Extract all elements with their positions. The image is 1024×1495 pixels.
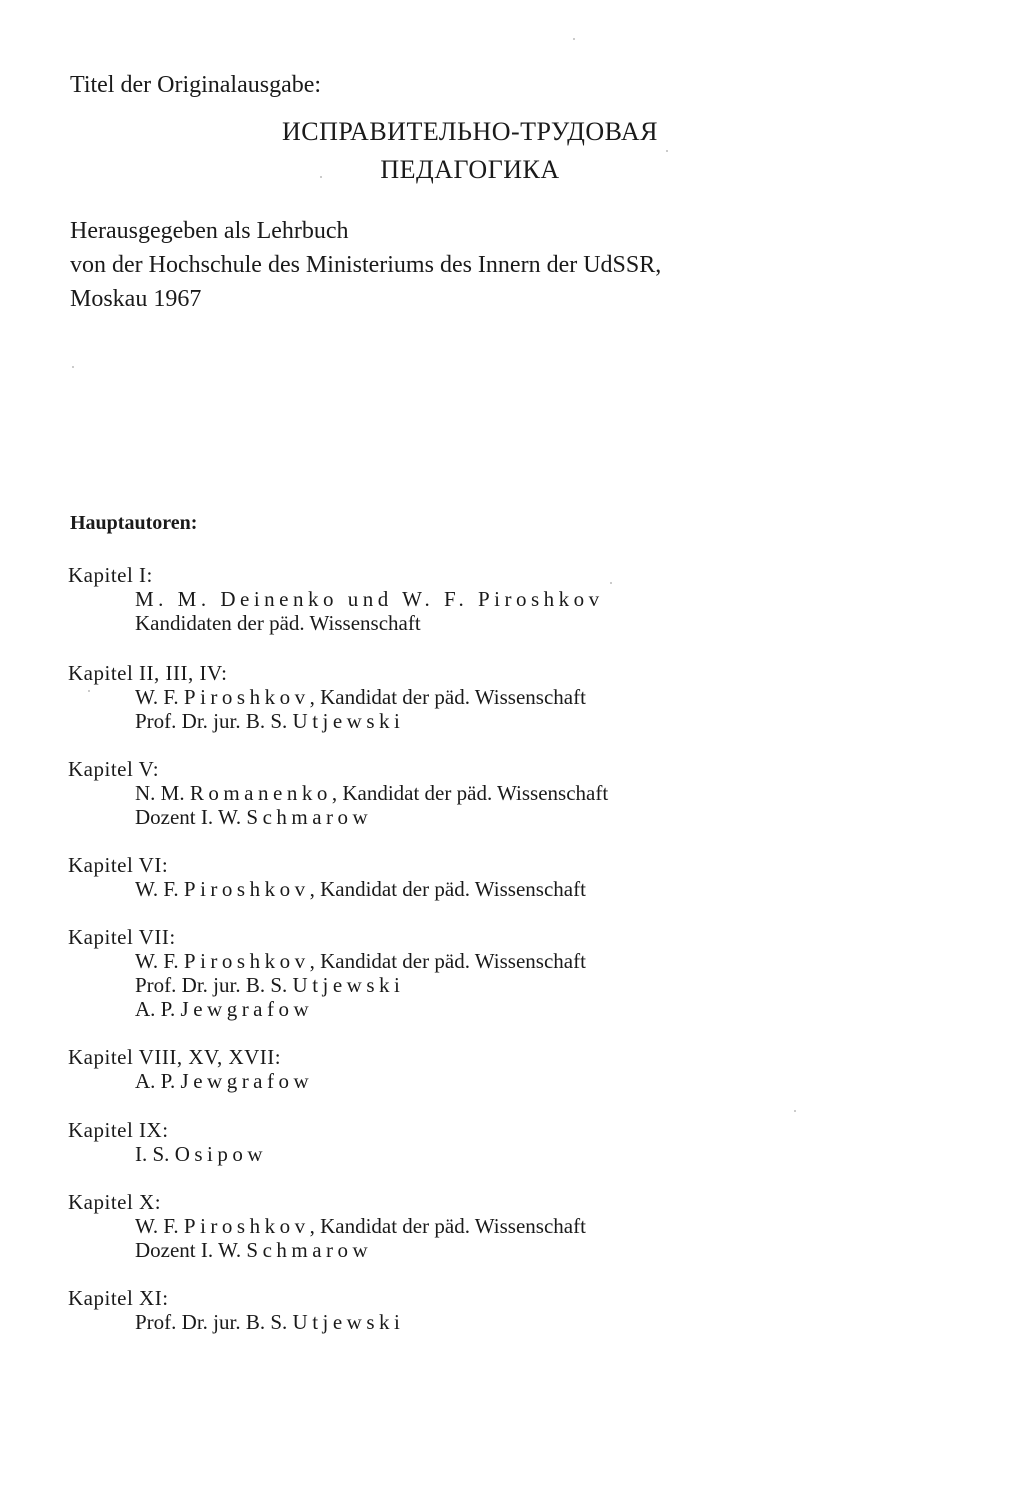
author-prefix: Dozent I. W.	[135, 1238, 247, 1262]
scan-speck	[610, 582, 612, 584]
author-title: , Kandidat der päd. Wissenschaft	[309, 685, 586, 709]
author-title: , Kandidat der päd. Wissenschaft	[309, 949, 586, 973]
author-prefix: Prof. Dr. jur. B. S.	[135, 1310, 293, 1334]
author-entry	[68, 1142, 948, 1166]
author-name: Piroshkov	[183, 1214, 310, 1238]
chapter-block	[68, 1286, 948, 1334]
authors-heading: Hauptautoren:	[70, 512, 198, 534]
author-entry	[68, 685, 948, 709]
author-prefix: N. M.	[135, 781, 190, 805]
chapter-block	[68, 853, 948, 901]
author-entry	[68, 973, 948, 997]
scan-speck	[72, 366, 74, 368]
author-name: Jewgrafow	[180, 997, 314, 1021]
author-entry	[68, 805, 948, 829]
chapter-block	[68, 1118, 948, 1166]
author-entry	[68, 1310, 948, 1334]
scan-speck	[666, 150, 668, 152]
author-name: Schmarow	[246, 1238, 373, 1262]
author-prefix: A. P.	[135, 1069, 181, 1093]
author-entry	[68, 611, 948, 635]
author-name: Jewgrafow	[180, 1069, 314, 1093]
chapter-label: Kapitel VI:	[68, 853, 169, 877]
russian-title-line-2: ПЕДАГОГИКА	[380, 155, 560, 184]
author-entry	[68, 1238, 948, 1262]
chapter-label: Kapitel I:	[68, 563, 153, 587]
chapter-label: Kapitel XI:	[68, 1286, 169, 1310]
author-entry	[68, 1214, 948, 1238]
author-prefix: Prof. Dr. jur. B. S.	[135, 973, 293, 997]
author-prefix: Dozent I. W.	[135, 805, 247, 829]
chapter-block	[68, 1045, 948, 1093]
author-name: Piroshkov	[183, 685, 310, 709]
author-entry	[68, 997, 948, 1021]
author-name: Utjewski	[292, 973, 405, 997]
author-title: Kandidaten der päd. Wissenschaft	[135, 611, 421, 635]
chapter-block	[68, 757, 948, 829]
author-name: Romanenko	[189, 781, 332, 805]
chapter-block	[68, 925, 948, 1021]
author-entry	[68, 1069, 948, 1093]
author-names: M. M. Deinenko und W. F. Piroshkov	[135, 587, 604, 611]
author-prefix: W. F.	[135, 877, 184, 901]
chapter-label: Kapitel IX:	[68, 1118, 169, 1142]
chapter-block	[68, 1190, 948, 1262]
chapter-label: Kapitel X:	[68, 1190, 162, 1214]
scan-speck	[573, 38, 575, 40]
author-name: Utjewski	[292, 1310, 405, 1334]
chapter-label: Kapitel VII:	[68, 925, 176, 949]
author-name: Schmarow	[246, 805, 373, 829]
author-name: Osipow	[174, 1142, 268, 1166]
author-prefix: W. F.	[135, 949, 184, 973]
author-name: Utjewski	[292, 709, 405, 733]
publisher-line-3: Moskau 1967	[70, 286, 202, 312]
author-prefix: I. S.	[135, 1142, 175, 1166]
chapter-label: Kapitel VIII, XV, XVII:	[68, 1045, 282, 1069]
author-prefix: W. F.	[135, 685, 184, 709]
author-entry	[68, 949, 948, 973]
author-name: Piroshkov	[183, 949, 310, 973]
author-entry	[68, 709, 948, 733]
author-prefix: Prof. Dr. jur. B. S.	[135, 709, 293, 733]
russian-title-line-1: ИСПРАВИТЕЛЬНО-ТРУДОВАЯ	[282, 117, 658, 146]
author-name: Piroshkov	[183, 877, 310, 901]
author-title: , Kandidat der päd. Wissenschaft	[331, 781, 609, 805]
author-title: , Kandidat der päd. Wissenschaft	[309, 877, 586, 901]
scan-speck	[794, 1110, 796, 1112]
author-prefix: A. P.	[135, 997, 181, 1021]
chapter-label: Kapitel II, III, IV:	[68, 661, 228, 685]
author-entry	[68, 587, 948, 611]
author-entry	[68, 877, 948, 901]
chapter-label: Kapitel V:	[68, 757, 160, 781]
scan-speck	[88, 690, 90, 692]
author-prefix: W. F.	[135, 1214, 184, 1238]
chapter-block	[68, 563, 948, 635]
scan-speck	[320, 176, 322, 178]
publisher-line-1: Herausgegeben als Lehrbuch	[70, 218, 349, 244]
publisher-line-2: von der Hochschule des Ministeriums des Innern der UdSSR,	[70, 252, 662, 278]
chapter-block	[68, 661, 948, 733]
author-title: , Kandidat der päd. Wissenschaft	[309, 1214, 586, 1238]
author-entry	[68, 781, 948, 805]
original-title-label: Titel der Originalausgabe:	[70, 72, 322, 98]
